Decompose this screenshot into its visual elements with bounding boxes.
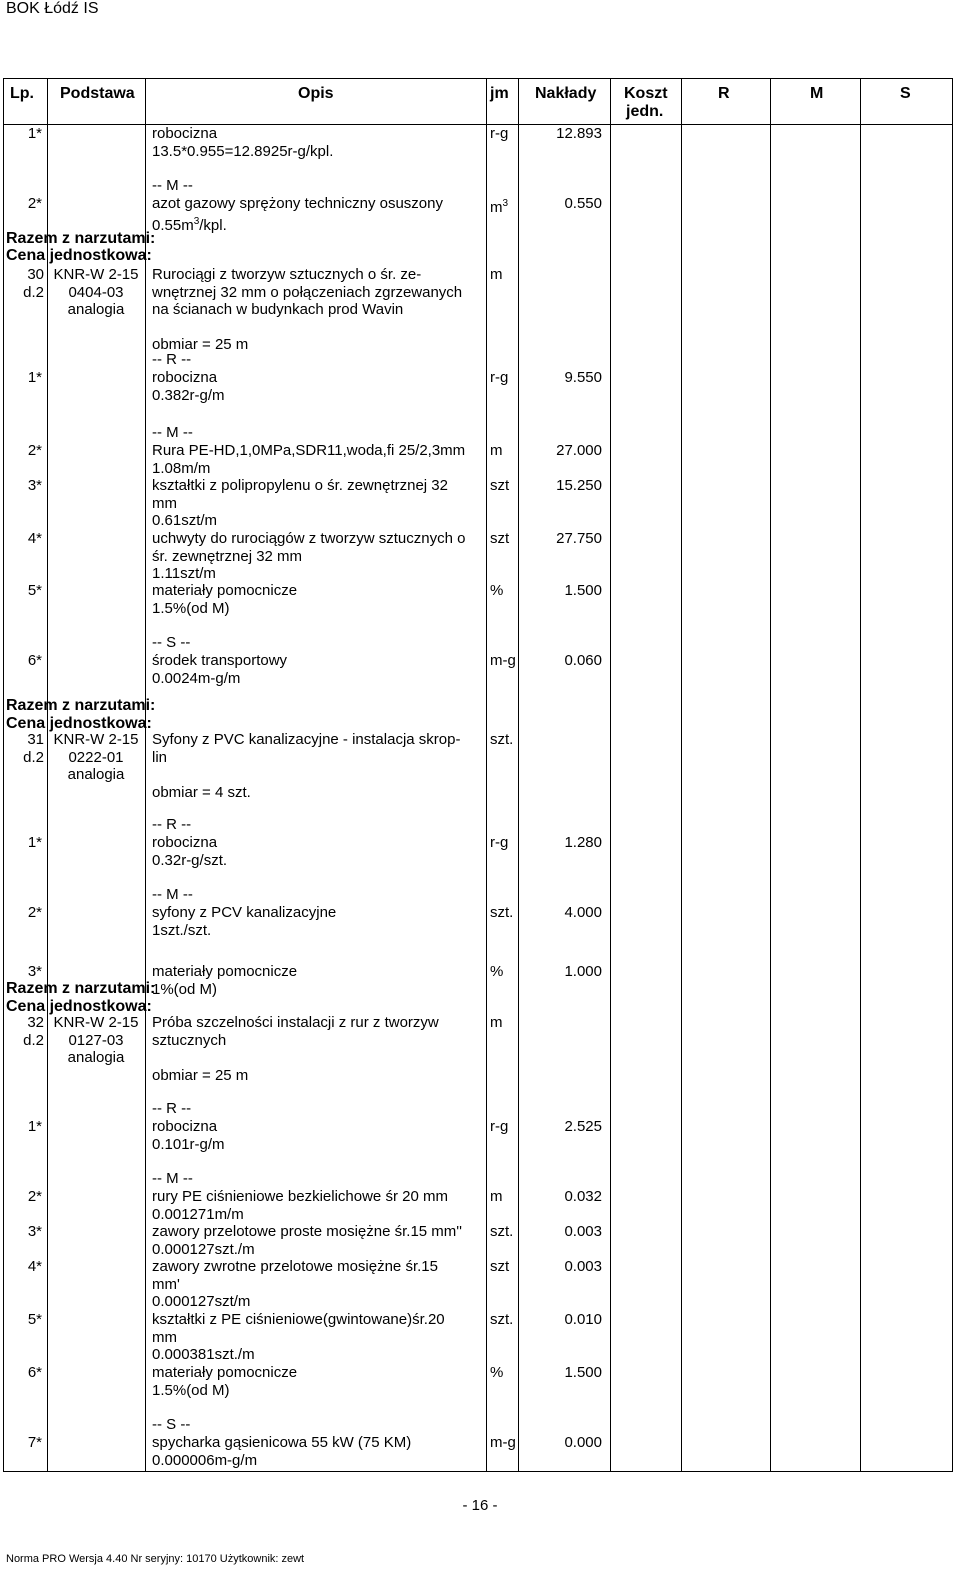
basis-line: analogia <box>67 766 125 783</box>
description-line: 1.08m/m <box>152 459 211 477</box>
quantity-value: 1.000 <box>564 963 602 980</box>
item-number: 1* <box>27 125 42 142</box>
column-divider <box>860 78 861 1472</box>
description-line: 1szt./szt. <box>152 921 212 939</box>
item-number: 3* <box>27 477 42 494</box>
description-line: syfony z PCV kanalizacyjne <box>152 904 337 921</box>
section-marker: -- R -- <box>152 816 192 833</box>
description-line: 1.5%(od M) <box>152 1381 230 1399</box>
description-line: wnętrznej 32 mm o połączeniach zgrzewanych <box>152 283 463 301</box>
section-marker: -- S -- <box>152 634 191 651</box>
unit: m-g <box>490 652 516 669</box>
description-line: 0.101r-g/m <box>152 1135 225 1153</box>
column-divider <box>681 78 682 1472</box>
description-line: mm <box>152 1328 177 1346</box>
quantity-value: 0.032 <box>564 1188 602 1205</box>
description-line: 0.000381szt./m <box>152 1346 255 1363</box>
summary-label: Razem z narzutami: <box>6 980 156 997</box>
item-number: 2* <box>27 904 42 921</box>
unit: szt <box>490 530 510 547</box>
unit: % <box>490 582 504 599</box>
description-line: Rurociągi z tworzyw sztucznych o śr. ze- <box>152 266 422 283</box>
description-line: 0.000127szt/m <box>152 1293 251 1310</box>
item-number: 7* <box>27 1434 42 1451</box>
description-line: 0.000127szt./m <box>152 1240 255 1258</box>
column-divider <box>610 78 611 1472</box>
description-line: mm <box>152 494 177 512</box>
item-number: 2* <box>27 195 42 212</box>
item-number: 3* <box>27 963 42 980</box>
position-number: 31 <box>27 731 44 748</box>
item-number: 6* <box>27 1364 42 1381</box>
quantity-value: 15.250 <box>556 477 602 494</box>
basis-line: 0127-03 <box>68 1031 124 1049</box>
quantity-value: 4.000 <box>564 904 602 921</box>
summary-label: Cena jednostkowa: <box>6 715 152 732</box>
item-number: 4* <box>27 1258 42 1275</box>
description-line: 0.32r-g/szt. <box>152 851 228 869</box>
quantity-value: 9.550 <box>564 369 602 386</box>
section-marker: -- S -- <box>152 1416 191 1433</box>
summary-label: Cena jednostkowa: <box>6 247 152 264</box>
unit: m <box>490 1014 503 1031</box>
item-number: 3* <box>27 1223 42 1240</box>
header-s: S <box>900 85 911 102</box>
header-jm: jm <box>490 85 509 102</box>
item-number: 1* <box>27 834 42 851</box>
quantity-value: 0.010 <box>564 1311 602 1328</box>
unit: szt. <box>490 904 514 921</box>
header-podstawa: Podstawa <box>60 85 135 102</box>
quantity-value: 0.550 <box>564 195 602 212</box>
description-line: 0.0024m-g/m <box>152 669 241 687</box>
description-line: obmiar = 25 m <box>152 336 249 353</box>
position-suffix: d.2 <box>23 1031 44 1049</box>
description-line: 0.382r-g/m <box>152 386 225 404</box>
description-line: zawory zwrotne przelotowe mosiężne śr.15 <box>152 1258 438 1275</box>
document-header-title: BOK Łódź IS <box>6 0 99 17</box>
description-line: robocizna <box>152 125 218 142</box>
summary-label: Cena jednostkowa: <box>6 998 152 1015</box>
header-r: R <box>718 85 730 102</box>
unit: m-g <box>490 1434 516 1451</box>
description-line: materiały pomocnicze <box>152 582 298 599</box>
unit: r-g <box>490 1118 509 1135</box>
description-line: Rura PE-HD,1,0MPa,SDR11,woda,fi 25/2,3mm <box>152 442 466 459</box>
description-line: zawory przelotowe proste mosiężne śr.15 mm'' <box>152 1223 463 1240</box>
section-marker: -- R -- <box>152 351 192 368</box>
basis-line: analogia <box>67 1049 125 1066</box>
description-line: na ścianach w budynkach prod Wavin <box>152 301 404 318</box>
item-number: 1* <box>27 1118 42 1135</box>
description-line: 1.5%(od M) <box>152 599 230 617</box>
basis-line: analogia <box>67 301 125 318</box>
item-number: 2* <box>27 1188 42 1205</box>
description-line: spycharka gąsienicowa 55 kW (75 KM) <box>152 1434 412 1451</box>
header-koszt-jedn: jedn. <box>626 103 664 120</box>
unit: szt. <box>490 1311 514 1328</box>
description-line: robocizna <box>152 834 218 851</box>
item-number: 5* <box>27 582 42 599</box>
unit: % <box>490 963 504 980</box>
description-line: uchwyty do rurociągów z tworzyw sztucznych o <box>152 530 466 547</box>
description-line: sztucznych <box>152 1031 227 1049</box>
description-line: lin <box>152 748 168 766</box>
section-marker: -- M -- <box>152 1170 193 1187</box>
software-footer: Norma PRO Wersja 4.40 Nr seryjny: 10170 Użytkownik: zewt <box>6 1553 305 1565</box>
unit: m <box>490 266 503 283</box>
description-line: rury PE ciśnieniowe bezkielichowe śr 20 mm <box>152 1188 448 1205</box>
quantity-value: 0.003 <box>564 1258 602 1275</box>
summary-label: Razem z narzutami: <box>6 230 156 247</box>
description-line: Syfony z PVC kanalizacyjne - instalacja skrop- <box>152 731 461 748</box>
header-m: M <box>810 85 824 102</box>
item-number: 1* <box>27 369 42 386</box>
description-line: Próba szczelności instalacji z rur z tworzyw <box>152 1014 439 1031</box>
page-number: - 16 - <box>462 1497 498 1514</box>
unit: $m^3$ <box>490 198 509 216</box>
basis-line: KNR-W 2-15 <box>53 1014 139 1031</box>
header-koszt: Koszt <box>624 85 668 102</box>
item-number: 4* <box>27 530 42 547</box>
basis-line: 0222-01 <box>68 748 124 766</box>
description-line: 1%(od M) <box>152 980 218 998</box>
basis-line: KNR-W 2-15 <box>53 266 139 283</box>
description-line: obmiar = 4 szt. <box>152 783 251 801</box>
unit: szt <box>490 477 510 494</box>
position-number: 32 <box>27 1014 44 1031</box>
description-line: kształtki z polipropylenu o śr. zewnętrznej 32 <box>152 477 448 494</box>
description-line: 1.11szt/m <box>152 565 216 582</box>
column-divider <box>145 78 146 1472</box>
description-line: robocizna <box>152 369 218 386</box>
unit: m <box>490 1188 503 1205</box>
section-marker: -- M -- <box>152 424 193 441</box>
quantity-value: 27.750 <box>556 530 602 547</box>
description-line: środek transportowy <box>152 652 288 669</box>
section-marker: -- M -- <box>152 177 193 194</box>
description-line: śr. zewnętrznej 32 mm <box>152 547 303 565</box>
quantity-value: 1.500 <box>564 1364 602 1381</box>
section-marker: -- M -- <box>152 886 193 903</box>
header-lp: Lp. <box>10 85 34 102</box>
position-suffix: d.2 <box>23 748 44 766</box>
unit: % <box>490 1364 504 1381</box>
position-number: 30 <box>27 266 44 283</box>
description-line: mm' <box>152 1275 180 1293</box>
item-number: 5* <box>27 1311 42 1328</box>
description-line: materiały pomocnicze <box>152 1364 298 1381</box>
header-divider <box>3 124 953 125</box>
description-line: kształtki z PE ciśnieniowe(gwintowane)śr.20 <box>152 1311 445 1328</box>
unit: r-g <box>490 125 509 142</box>
item-number: 6* <box>27 652 42 669</box>
basis-line: 0404-03 <box>68 283 124 301</box>
unit: szt <box>490 1258 510 1275</box>
description-line: obmiar = 25 m <box>152 1066 249 1084</box>
description-line: 13.5*0.955=12.8925r-g/kpl. <box>152 142 334 160</box>
position-suffix: d.2 <box>23 283 44 301</box>
description-line: robocizna <box>152 1118 218 1135</box>
header-naklady: Nakłady <box>535 85 597 102</box>
header-opis: Opis <box>298 85 334 102</box>
unit: szt. <box>490 731 514 748</box>
unit: r-g <box>490 834 509 851</box>
description-line: materiały pomocnicze <box>152 963 298 980</box>
summary-label: Razem z narzutami: <box>6 697 156 714</box>
unit: szt. <box>490 1223 514 1240</box>
section-marker: -- R -- <box>152 1100 192 1117</box>
description-line: 0.61szt/m <box>152 512 218 529</box>
description-line: azot gazowy sprężony techniczny osuszony <box>152 195 443 212</box>
quantity-value: 0.000 <box>564 1434 602 1451</box>
quantity-value: 1.280 <box>564 834 602 851</box>
description-line: $0.55m^3$/kpl. <box>152 215 227 234</box>
basis-line: KNR-W 2-15 <box>53 731 139 748</box>
description-line: 0.000006m-g/m <box>152 1451 258 1469</box>
quantity-value: 12.893 <box>556 125 602 142</box>
column-divider <box>486 78 487 1472</box>
quantity-value: 2.525 <box>564 1118 602 1135</box>
column-divider <box>518 78 519 1472</box>
column-divider <box>770 78 771 1472</box>
description-line: 0.001271m/m <box>152 1205 244 1223</box>
unit: m <box>490 442 503 459</box>
item-number: 2* <box>27 442 42 459</box>
quantity-value: 27.000 <box>556 442 602 459</box>
quantity-value: 0.003 <box>564 1223 602 1240</box>
quantity-value: 1.500 <box>564 582 602 599</box>
unit: r-g <box>490 369 509 386</box>
quantity-value: 0.060 <box>564 652 602 669</box>
